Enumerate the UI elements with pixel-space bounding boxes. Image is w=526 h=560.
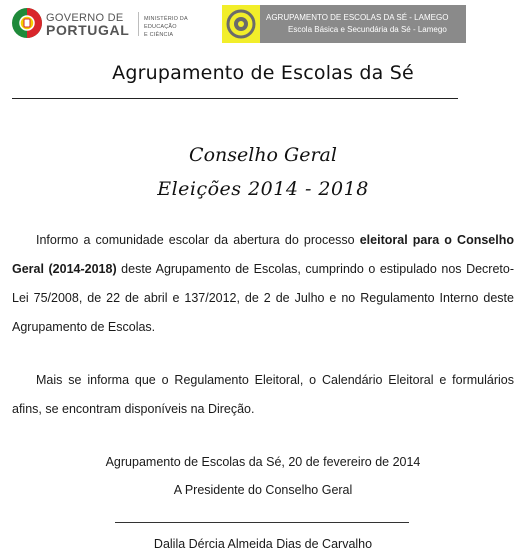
title-underline bbox=[12, 98, 458, 99]
signature-name: Dalila Dércia Almeida Dias de Carvalho bbox=[153, 537, 373, 551]
document-heading: Conselho Geral bbox=[189, 144, 337, 166]
gov-logo-line2: PORTUGAL bbox=[46, 22, 130, 38]
governo-de-portugal-logo bbox=[10, 6, 210, 42]
paragraph1-part1: Informo a comunidade escolar da abertura do processo bbox=[36, 233, 360, 247]
school-emblem-box bbox=[222, 5, 260, 43]
document-subheading: Eleições 2014 - 2018 bbox=[157, 178, 369, 200]
ministry-line2: E CIÊNCIA bbox=[144, 32, 174, 38]
paragraph2-text: Mais se informa que o Regulamento Eleitoral, o Calendário Eleitoral e formulários afins, se encontram disponíveis na Direção. bbox=[12, 373, 514, 416]
school-emblem-icon bbox=[222, 5, 260, 43]
ministry-line1: MINISTÉRIO DA EDUCAÇÃO bbox=[144, 16, 188, 30]
paragraph1-bold: eleitoral para o Conselho Geral (2014-2018) bbox=[12, 233, 514, 276]
school-group-logo bbox=[222, 5, 466, 43]
organization-title: Agrupamento de Escolas da Sé bbox=[112, 62, 414, 84]
portugal-emblem-icon bbox=[10, 6, 44, 40]
school-logo-line1: AGRUPAMENTO DE ESCOLAS DA SÉ - LAMEGO bbox=[266, 13, 449, 22]
paragraph1-part2: deste Agrupamento de Escolas, cumprindo o estipulado nos Decreto-Lei 75/2008, de 22 de abril e 137/2012, de 2 de Julho e no Regulamento Interno deste Agrupamento de Escolas. bbox=[12, 262, 514, 334]
letterhead bbox=[0, 0, 526, 50]
announcement-paragraph bbox=[12, 226, 514, 342]
school-logo-band bbox=[260, 5, 466, 43]
information-paragraph bbox=[12, 366, 514, 424]
gov-logo-line1: GOVERNO DE bbox=[46, 12, 124, 24]
ministry-text bbox=[144, 15, 214, 39]
signature-role: A Presidente do Conselho Geral bbox=[173, 483, 353, 497]
logo-divider bbox=[138, 12, 139, 36]
signature-place-date: Agrupamento de Escolas da Sé, 20 de fevereiro de 2014 bbox=[105, 455, 421, 469]
signature-line bbox=[115, 522, 409, 523]
school-logo-line2: Escola Básica e Secundária da Sé - Lamego bbox=[288, 25, 447, 34]
